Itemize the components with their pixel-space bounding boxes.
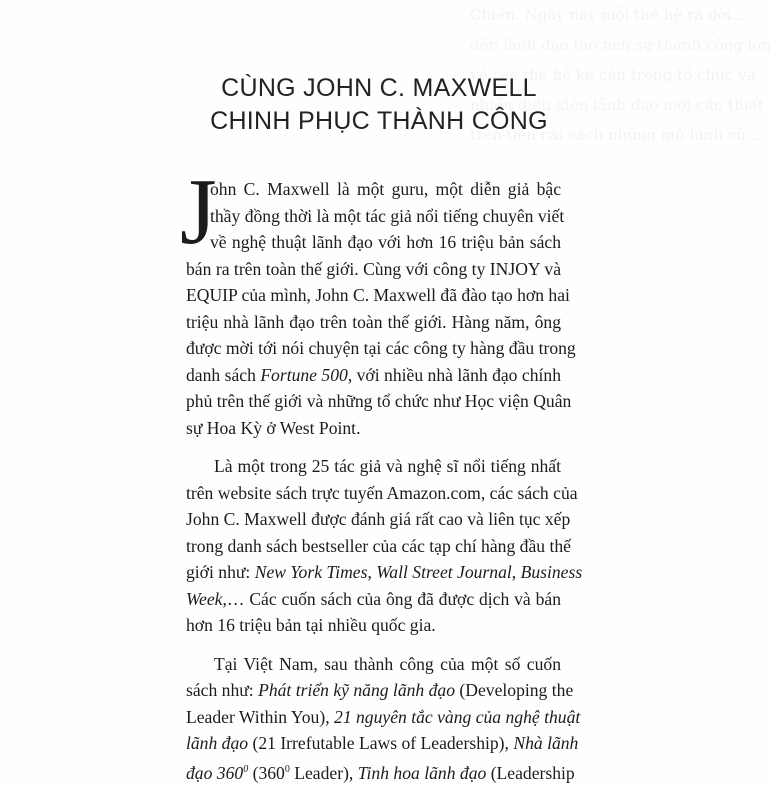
- paragraph-gap: [186, 441, 561, 453]
- text-run: ,: [367, 562, 377, 582]
- italic-title: Week: [186, 588, 223, 609]
- text-line: Là một trong 25 tác giả và nghệ sĩ nổi tiếng nhất: [214, 456, 561, 476]
- text-line: [186, 677, 574, 704]
- text-line: [186, 559, 583, 586]
- italic-title: Tinh hoa lãnh đạo: [357, 762, 487, 783]
- text-run: ,… Các cuốn sách của ông đã được dịch và bán: [222, 588, 561, 609]
- italic-title: Phát triển kỹ năng lãnh đạo: [258, 680, 456, 700]
- text-line: [186, 704, 581, 731]
- text-run: (Leadership: [486, 762, 575, 783]
- text-run: (21 Irrefutable Laws of Leadership),: [248, 733, 514, 753]
- text-line: thầy đồng thời là một tác giả nổi tiếng chuyên viết: [210, 205, 565, 226]
- text-line: về nghệ thuật lãnh đạo với hơn 16 triệu bản sách: [210, 232, 561, 252]
- italic-title: 21 nguyên tắc vàng của nghệ thuật: [334, 706, 581, 727]
- text-line: bán ra trên toàn thế giới. Cùng với công ty INJOY và: [186, 258, 561, 279]
- text-line: triệu nhà lãnh đạo trên toàn thế giới. Hàng năm, ông: [186, 311, 561, 332]
- body-text: [186, 176, 583, 783]
- text-line: trên website sách trực tuyến Amazon.com, các sách của: [186, 482, 578, 503]
- text-line: [186, 586, 561, 613]
- text-line: sự Hoa Kỳ ở West Point.: [186, 417, 361, 438]
- text-line: [186, 757, 575, 784]
- superscript: 0: [243, 763, 249, 775]
- text-run: (360: [248, 762, 285, 783]
- text-run: Leader Within You),: [186, 706, 335, 727]
- text-run: Leader),: [289, 762, 358, 783]
- italic-title: Nhà lãnh: [513, 733, 579, 753]
- text-line: EQUIP của mình, John C. Maxwell đã đào tạo hơn hai: [186, 285, 570, 305]
- chapter-heading: [186, 72, 572, 138]
- text-line: ohn C. Maxwell là một guru, một diễn giả bậc: [210, 179, 561, 199]
- italic-title: Wall Street Journal: [376, 562, 512, 582]
- text-line: phủ trên thế giới và những tổ chức như Học viện Quân: [186, 391, 572, 411]
- italic-title: Business: [520, 562, 583, 582]
- text-run: giới như:: [186, 562, 255, 582]
- text-line: trong danh sách bestseller của các tạp chí hàng đầu thế: [186, 535, 571, 556]
- text-line: hơn 16 triệu bản tại nhiều quốc gia.: [186, 615, 436, 635]
- text-run: ,: [511, 562, 521, 582]
- text-run: danh sách: [186, 364, 261, 385]
- paragraph-gap: [186, 639, 561, 651]
- text-line: được mời tới nói chuyện tại các công ty hàng đầu trong: [186, 338, 576, 358]
- text-line: [186, 362, 561, 389]
- italic-title: lãnh đạo: [186, 733, 249, 753]
- text-run: (Developing the: [455, 680, 574, 700]
- text-line: Tại Việt Nam, sau thành công của một số cuốn: [214, 653, 561, 674]
- drop-cap: J: [180, 160, 217, 264]
- text-line: [186, 730, 579, 757]
- italic-title: Fortune 500: [260, 364, 348, 385]
- italic-title: đạo 360: [186, 762, 244, 783]
- text-line: John C. Maxwell được đánh giá rất cao và liên tục xếp: [186, 509, 571, 529]
- text-run: sách như:: [186, 680, 259, 700]
- heading-line-1: CÙNG JOHN C. MAXWELL: [221, 74, 537, 102]
- heading-line-2: CHINH PHỤC THÀNH CÔNG: [210, 107, 548, 135]
- italic-title: New York Times: [254, 562, 368, 582]
- text-run: , với nhiều nhà lãnh đạo chính: [347, 364, 561, 385]
- superscript: 0: [284, 763, 290, 775]
